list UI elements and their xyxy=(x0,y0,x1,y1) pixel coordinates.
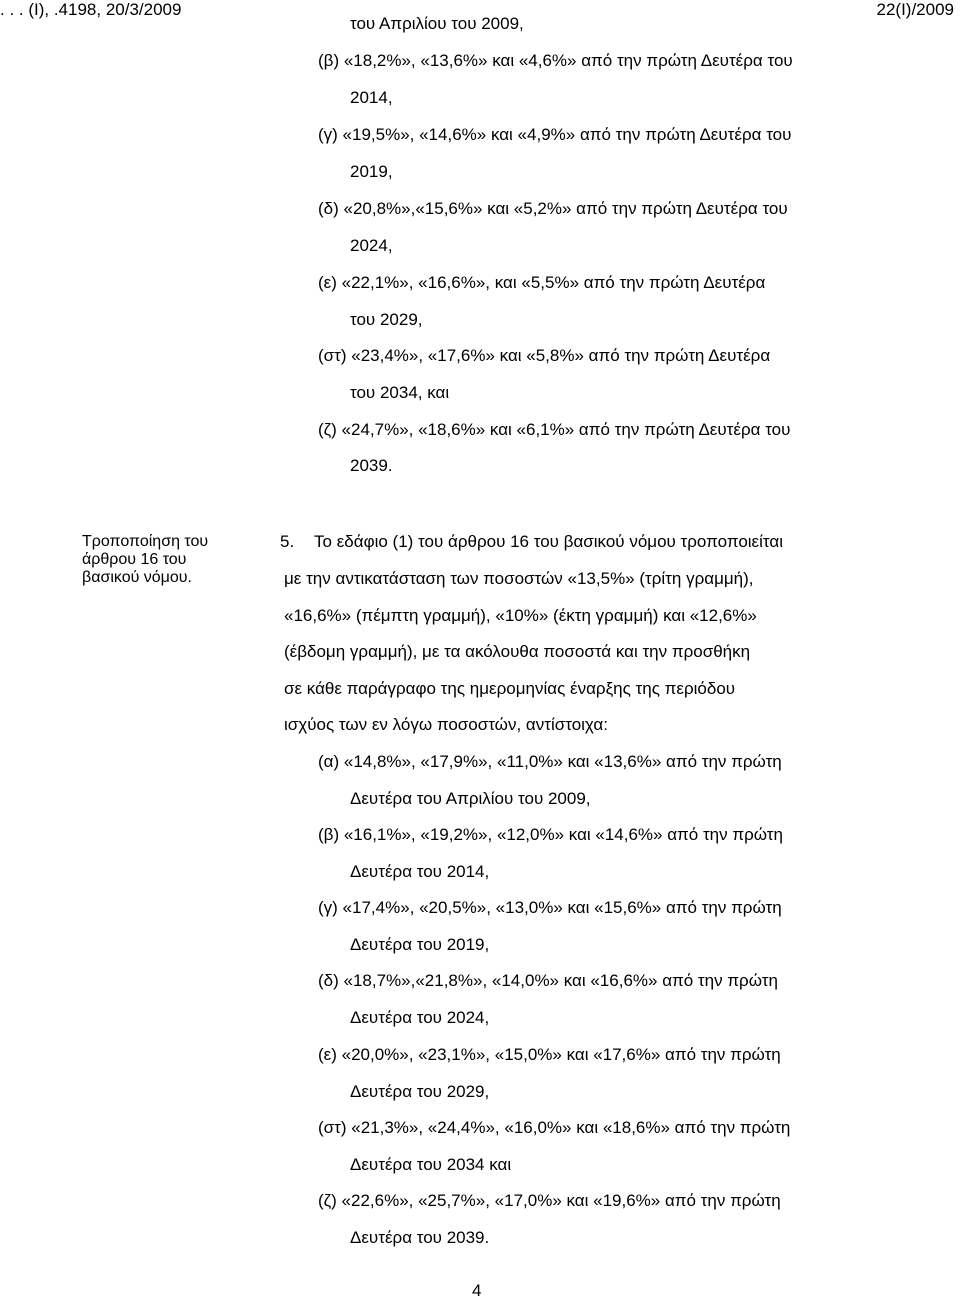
section-5-item: (ε) «20,0%», «23,1%», «15,0%» και «17,6%» από την πρώτη xyxy=(318,1045,781,1064)
top-block-line: 2039. xyxy=(350,456,393,475)
margin-note-line: Τροποποίηση του xyxy=(82,533,209,550)
section-5-item-continuation: Δευτέρα του 2019, xyxy=(350,935,490,954)
section-5-item-continuation: Δευτέρα του 2014, xyxy=(350,862,490,881)
top-block-line: (στ) «23,4%», «17,6%» και «5,8%» από την πρώτη Δευτέρα xyxy=(318,346,771,365)
section-5-item-continuation: Δευτέρα του 2034 και xyxy=(350,1155,512,1174)
margin-note xyxy=(82,533,208,587)
top-block-line: (γ) «19,5%», «14,6%» και «4,9%» από την πρώτη Δευτέρα του xyxy=(318,125,792,144)
top-block-line: (β) «18,2%», «13,6%» και «4,6%» από την πρώτη Δευτέρα του xyxy=(318,51,793,70)
top-block-line: 2014, xyxy=(350,88,393,107)
section-5-item-continuation: Δευτέρα του 2024, xyxy=(350,1008,490,1027)
section-5-line: σε κάθε παράγραφο της ημερομηνίας έναρξης της περιόδου xyxy=(284,679,736,698)
section-5-item-continuation: Δευτέρα του 2029, xyxy=(350,1082,490,1101)
header-left: . . . (Ι), .4198, 20/3/2009 xyxy=(0,0,182,19)
section-number: 5. xyxy=(280,532,295,551)
section-5-item-continuation: Δευτέρα του Απριλίου του 2009, xyxy=(350,789,591,808)
section-5-item: (α) «14,8%», «17,9%», «11,0%» και «13,6%» από την πρώτη xyxy=(318,752,782,771)
top-block-line: του Απριλίου του 2009, xyxy=(350,14,524,33)
top-block-line: (ζ) «24,7%», «18,6%» και «6,1%» από την πρώτη Δευτέρα του xyxy=(318,420,791,439)
top-block-line: (δ) «20,8%»,«15,6%» και «5,2%» από την πρώτη Δευτέρα του xyxy=(318,199,788,218)
section-5-item: (β) «16,1%», «19,2%», «12,0%» και «14,6%» από την πρώτη xyxy=(318,825,783,844)
top-block-line: (ε) «22,1%», «16,6%», και «5,5%» από την πρώτη Δευτέρα xyxy=(318,273,766,292)
margin-note-line: βασικού νόμου. xyxy=(82,569,192,586)
page-number: 4 xyxy=(472,1281,482,1300)
header-right: 22(Ι)/2009 xyxy=(876,0,954,19)
section-5-item: (ζ) «22,6%», «25,7%», «17,0%» και «19,6%» από την πρώτη xyxy=(318,1191,781,1210)
margin-note-line: άρθρου 16 του xyxy=(82,551,187,568)
section-5-line: με την αντικατάσταση των ποσοστών «13,5%» (τρίτη γραμμή), xyxy=(284,569,754,588)
section-5-line: «16,6%» (πέμπτη γραμμή), «10%» (έκτη γραμμή) και «12,6%» xyxy=(284,606,757,625)
section-5-item: (γ) «17,4%», «20,5%», «13,0%» και «15,6%» από την πρώτη xyxy=(318,898,782,917)
section-5-line: Το εδάφιο (1) του άρθρου 16 του βασικού νόμου τροποποιείται xyxy=(314,532,783,551)
section-5-item: (στ) «21,3%», «24,4%», «16,0%» και «18,6%» από την πρώτη xyxy=(318,1118,791,1137)
section-5-line: (έβδομη γραμμή), με τα ακόλουθα ποσοστά και την προσθήκη xyxy=(284,642,751,661)
section-5-item-continuation: Δευτέρα του 2039. xyxy=(350,1228,490,1247)
section-5-item: (δ) «18,7%»,«21,8%», «14,0%» και «16,6%» από την πρώτη xyxy=(318,971,778,990)
top-block-line: 2019, xyxy=(350,162,393,181)
section-5-line: ισχύος των εν λόγω ποσοστών, αντίστοιχα: xyxy=(284,715,608,734)
top-block-line: του 2034, και xyxy=(350,383,450,402)
top-block-line: 2024, xyxy=(350,236,393,255)
top-block-line: του 2029, xyxy=(350,310,423,329)
